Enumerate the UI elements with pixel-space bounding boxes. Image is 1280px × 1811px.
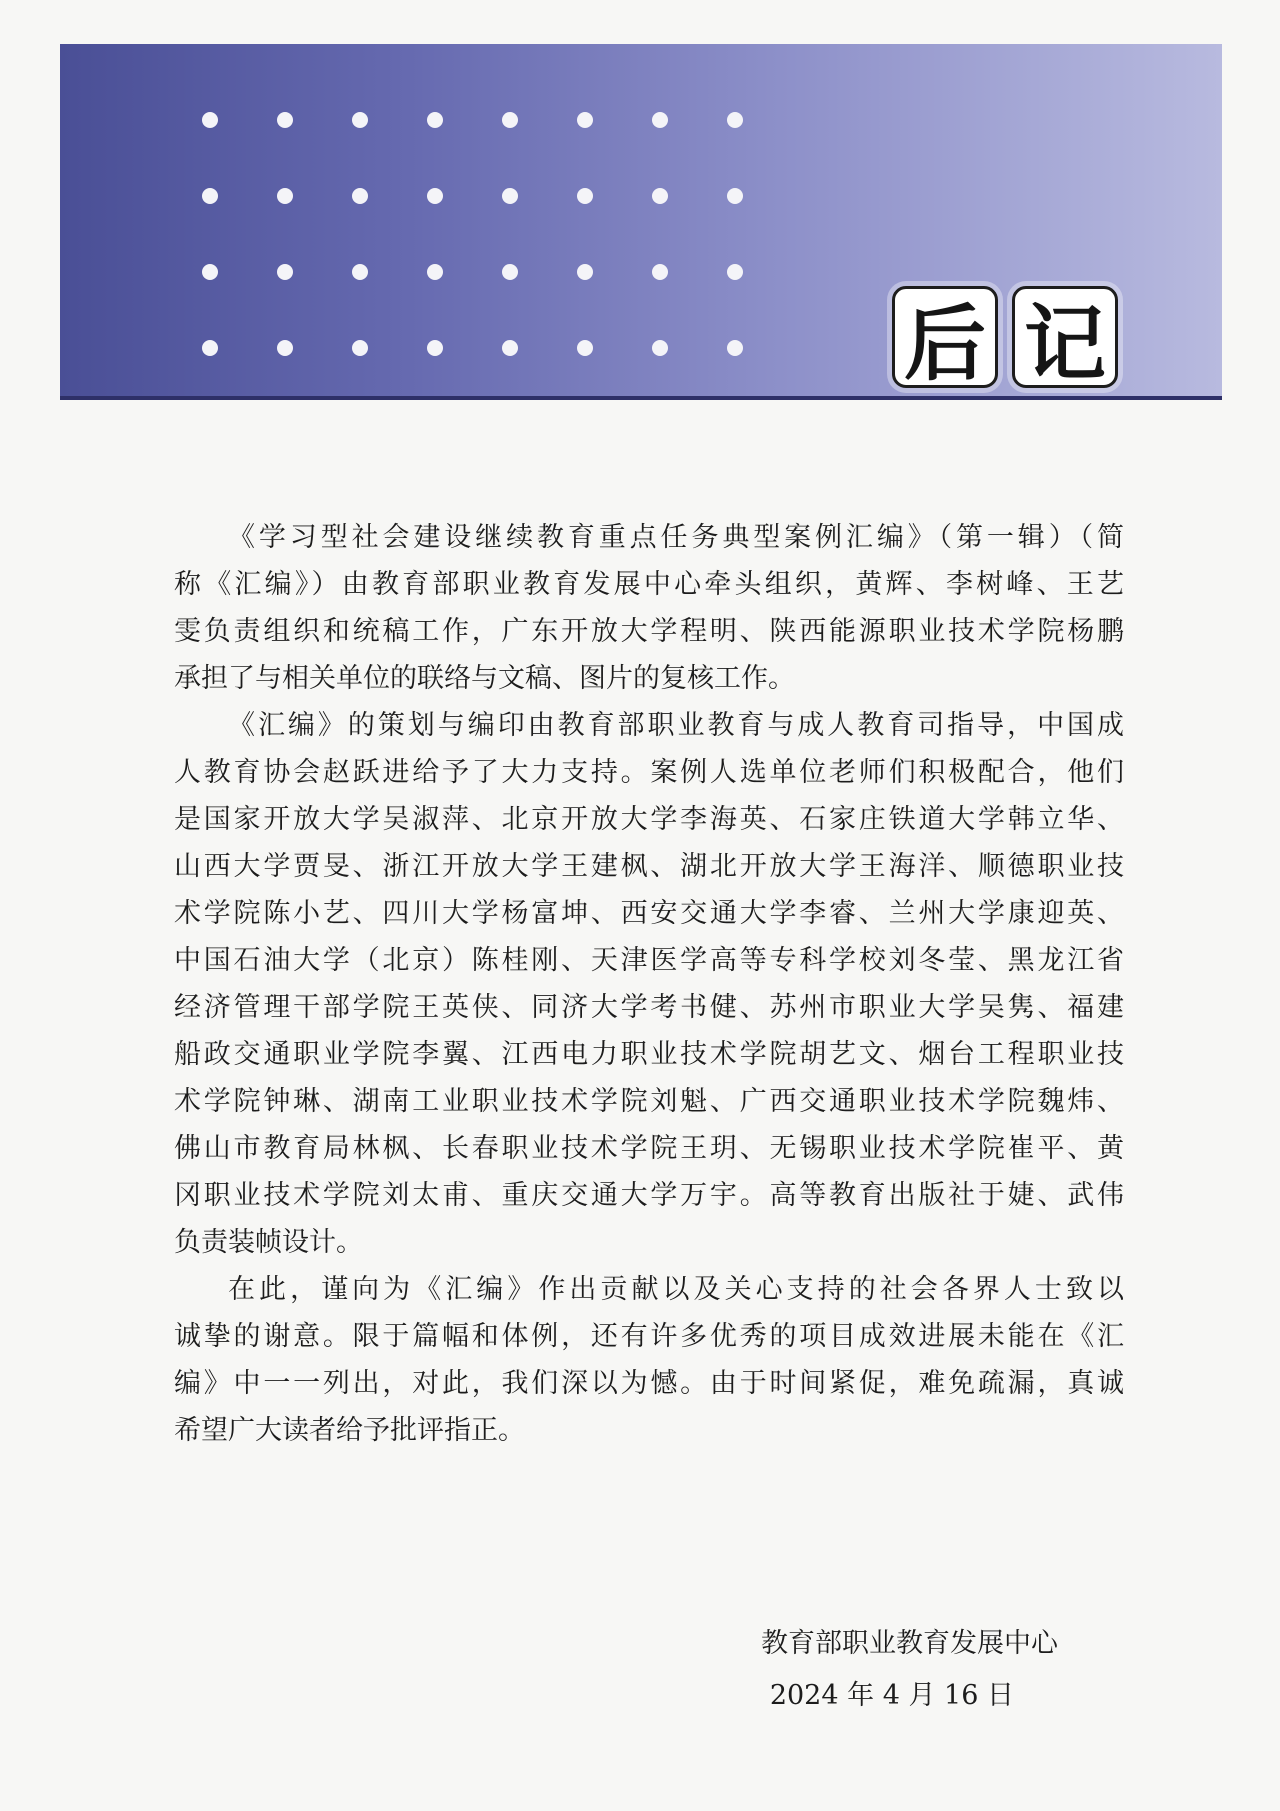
banner-dot: [577, 188, 593, 204]
banner-dot: [502, 264, 518, 280]
text-line: 山西大学贾旻、浙江开放大学王建枫、湖北开放大学王海洋、顺德职业技: [174, 851, 1124, 882]
banner-dot: [427, 188, 443, 204]
banner-dot: [277, 264, 293, 280]
paragraph-1: [174, 514, 1124, 702]
banner-dot: [427, 264, 443, 280]
banner-dot: [502, 188, 518, 204]
signoff: [761, 1618, 1058, 1722]
text-line: 术学院钟琳、湖南工业职业技术学院刘魁、广西交通职业技术学院魏炜、: [174, 1086, 1124, 1117]
text-line: 术学院陈小艺、四川大学杨富坤、西安交通大学李睿、兰州大学康迎英、: [174, 898, 1124, 929]
text-line: 佛山市教育局林枫、长春职业技术学院王玥、无锡职业技术学院崔平、黄: [174, 1133, 1124, 1164]
banner-dot: [502, 112, 518, 128]
banner-dot: [577, 112, 593, 128]
title-char-box-1: [892, 286, 998, 392]
banner-dot: [277, 340, 293, 356]
banner-dot: [652, 188, 668, 204]
banner-dot: [577, 264, 593, 280]
text-line: 诚挚的谢意。限于篇幅和体例，还有许多优秀的项目成效进展未能在《汇: [174, 1321, 1124, 1352]
title-char-2: 记: [1023, 296, 1106, 392]
banner-dot: [652, 112, 668, 128]
text-line: 《汇编》的策划与编印由教育部职业教育与成人教育司指导，中国成: [228, 710, 1124, 741]
banner-dot: [277, 112, 293, 128]
paragraph-3: [174, 1266, 1124, 1454]
text-line: 雯负责组织和统稿工作，广东开放大学程明、陕西能源职业技术学院杨鹏: [174, 616, 1124, 647]
banner-dot: [352, 340, 368, 356]
banner-dot: [352, 112, 368, 128]
text-line: 人教育协会赵跃进给予了大力支持。案例人选单位老师们积极配合，他们: [174, 757, 1124, 788]
text-line: 中国石油大学（北京）陈桂刚、天津医学高等专科学校刘冬莹、黑龙江省: [174, 945, 1124, 976]
text-line: 负责装帧设计。: [174, 1227, 363, 1258]
title-char-box-2: [1012, 286, 1118, 392]
banner-dot: [277, 188, 293, 204]
title-char-1: 后: [903, 296, 986, 392]
afterword-body: [174, 514, 1124, 1454]
banner-dot: [727, 112, 743, 128]
text-line: 《学习型社会建设继续教育重点任务典型案例汇编》（第一辑）（简: [228, 522, 1124, 553]
banner-dot: [202, 188, 218, 204]
text-line: 希望广大读者给予批评指正。: [174, 1415, 525, 1446]
text-line: 是国家开放大学吴淑萍、北京开放大学李海英、石家庄铁道大学韩立华、: [174, 804, 1124, 835]
text-line: 编》中一一列出，对此，我们深以为憾。由于时间紧促，难免疏漏，真诚: [174, 1368, 1124, 1399]
banner-dot: [427, 340, 443, 356]
signoff-organization: 教育部职业教育发展中心: [761, 1628, 1058, 1659]
paragraph-2: [174, 702, 1124, 1266]
banner-dot: [427, 112, 443, 128]
banner-dot: [352, 264, 368, 280]
text-line: 经济管理干部学院王英侠、同济大学考书健、苏州市职业大学吴隽、福建: [174, 992, 1124, 1023]
banner-dot: [202, 264, 218, 280]
banner-dot: [577, 340, 593, 356]
text-line: 在此，谨向为《汇编》作出贡献以及关心支持的社会各界人士致以: [228, 1274, 1124, 1305]
banner-dot: [202, 340, 218, 356]
banner-dot: [652, 340, 668, 356]
banner-dot: [727, 264, 743, 280]
banner-dot: [502, 340, 518, 356]
banner-dot: [727, 188, 743, 204]
banner-dot: [652, 264, 668, 280]
text-line: 称《汇编》）由教育部职业教育发展中心牵头组织，黄辉、李树峰、王艺: [174, 569, 1124, 600]
text-line: 承担了与相关单位的联络与文稿、图片的复核工作。: [174, 663, 795, 694]
banner-dot: [202, 112, 218, 128]
text-line: 冈职业技术学院刘太甫、重庆交通大学万宇。高等教育出版社于婕、武伟: [174, 1180, 1124, 1211]
signoff-date: 2024 年 4 月 16 日: [769, 1680, 1014, 1711]
text-line: 船政交通职业学院李翼、江西电力职业技术学院胡艺文、烟台工程职业技: [174, 1039, 1124, 1070]
banner-dot: [352, 188, 368, 204]
banner-dot: [727, 340, 743, 356]
banner-edge: [60, 396, 1222, 400]
